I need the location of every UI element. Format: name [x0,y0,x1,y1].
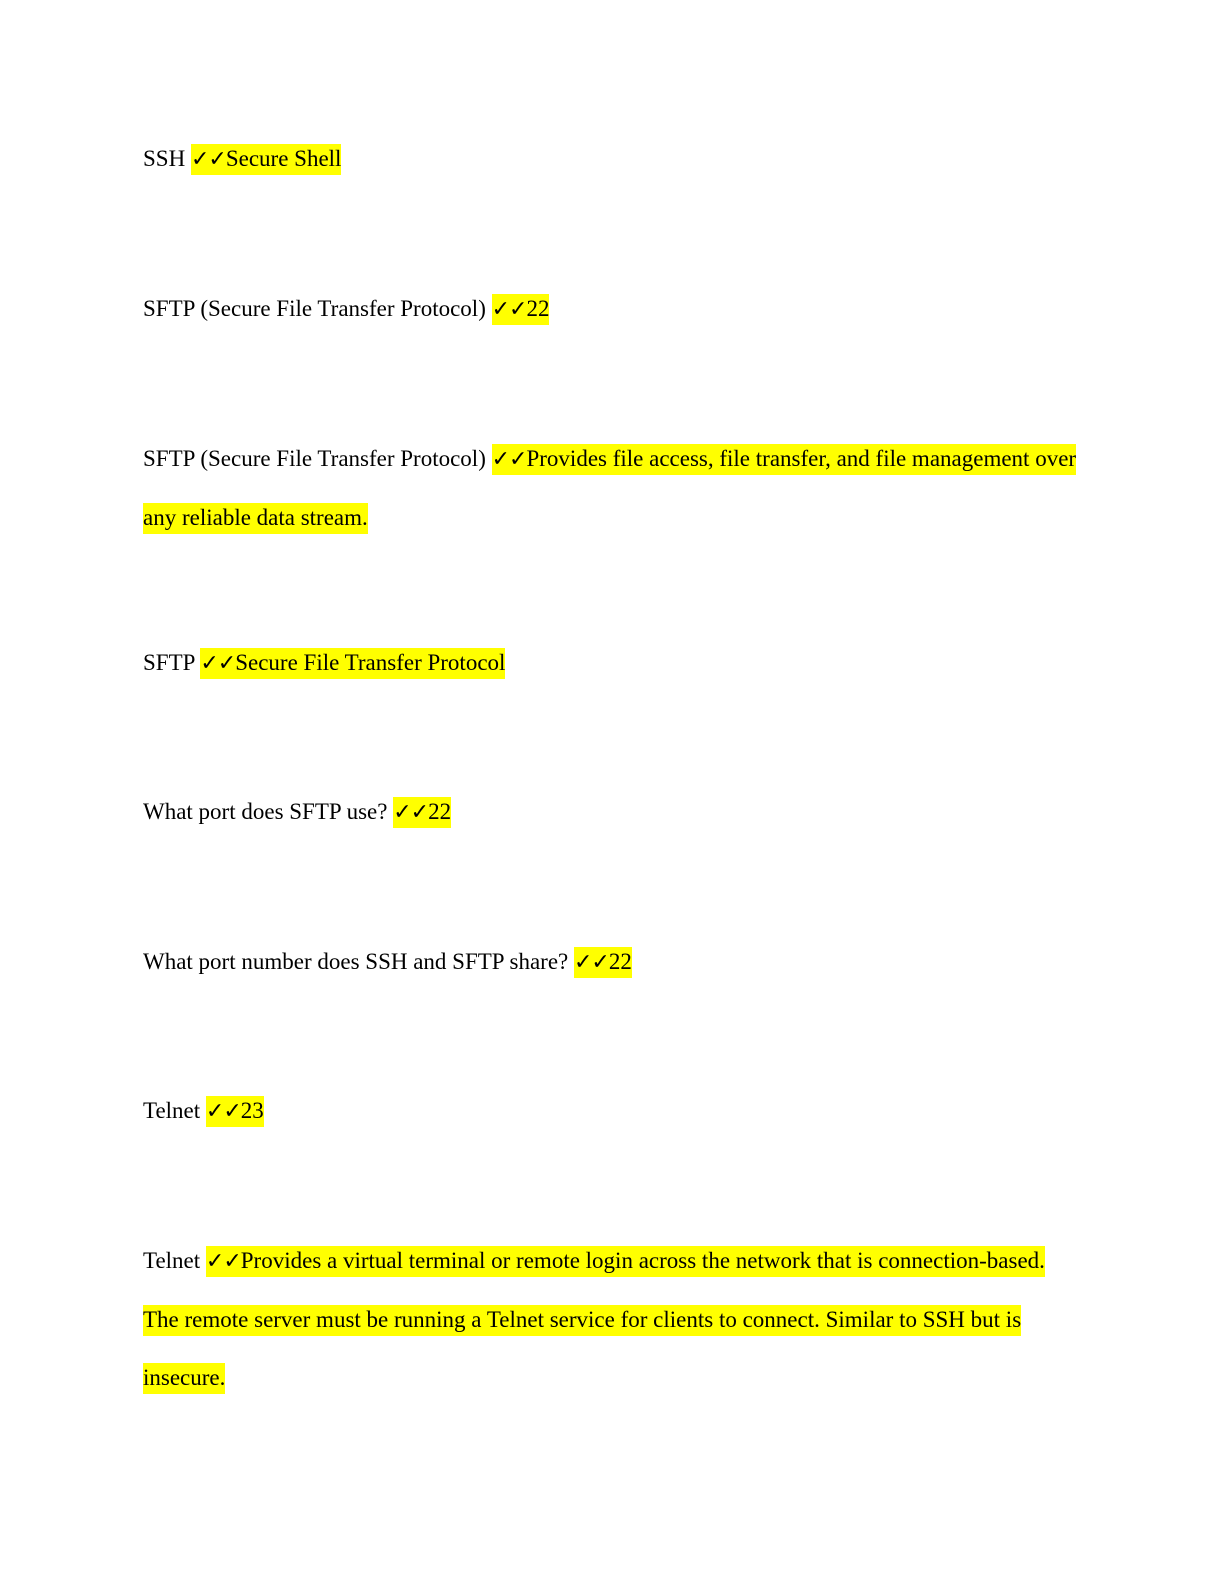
term-text: SFTP (Secure File Transfer Protocol) [143,446,486,471]
term-text: What port does SFTP use? [143,799,388,824]
answer-text: 22 [608,949,632,974]
flashcard-entry [143,933,1083,992]
flashcard-entry [143,1232,1083,1407]
flashcard-entry [143,1082,1083,1141]
answer-highlight [393,797,451,828]
term-text: SSH [143,146,186,171]
answer-highlight [200,648,505,679]
double-check-icon: ✓✓ [573,950,609,975]
answer-text: Secure File Transfer Protocol [235,650,506,675]
answer-highlight [143,1246,1045,1394]
double-check-icon: ✓✓ [491,447,527,472]
flashcard-entry [143,280,1083,339]
answer-highlight [574,947,632,978]
flashcard-entry [143,130,1083,189]
double-check-icon: ✓✓ [491,297,527,322]
double-check-icon: ✓✓ [200,651,236,676]
term-text: Telnet [143,1098,201,1123]
double-check-icon: ✓✓ [393,800,429,825]
flashcard-entry [143,430,1083,547]
answer-text: 22 [428,799,452,824]
double-check-icon: ✓✓ [205,1099,241,1124]
term-text: SFTP [143,650,195,675]
answer-highlight [191,144,341,175]
answer-text: 23 [240,1098,264,1123]
answer-text: 22 [526,296,550,321]
flashcard-entry [143,634,1083,693]
double-check-icon: ✓✓ [205,1249,241,1274]
term-text: SFTP (Secure File Transfer Protocol) [143,296,486,321]
flashcard-entry [143,783,1083,842]
answer-text: Provides a virtual terminal or remote login across the network that is connection-based. The remote server must be running a Telnet service for clients to connect. Similar to SSH but is insecure. [143,1248,1045,1390]
answer-text: Provides file access, file transfer, and file management over any reliable data stream. [143,446,1077,530]
answer-highlight [206,1096,264,1127]
term-text: What port number does SSH and SFTP share? [143,949,569,974]
answer-highlight [492,294,550,325]
term-text: Telnet [143,1248,201,1273]
answer-text: Secure Shell [225,146,342,171]
double-check-icon: ✓✓ [190,147,226,172]
